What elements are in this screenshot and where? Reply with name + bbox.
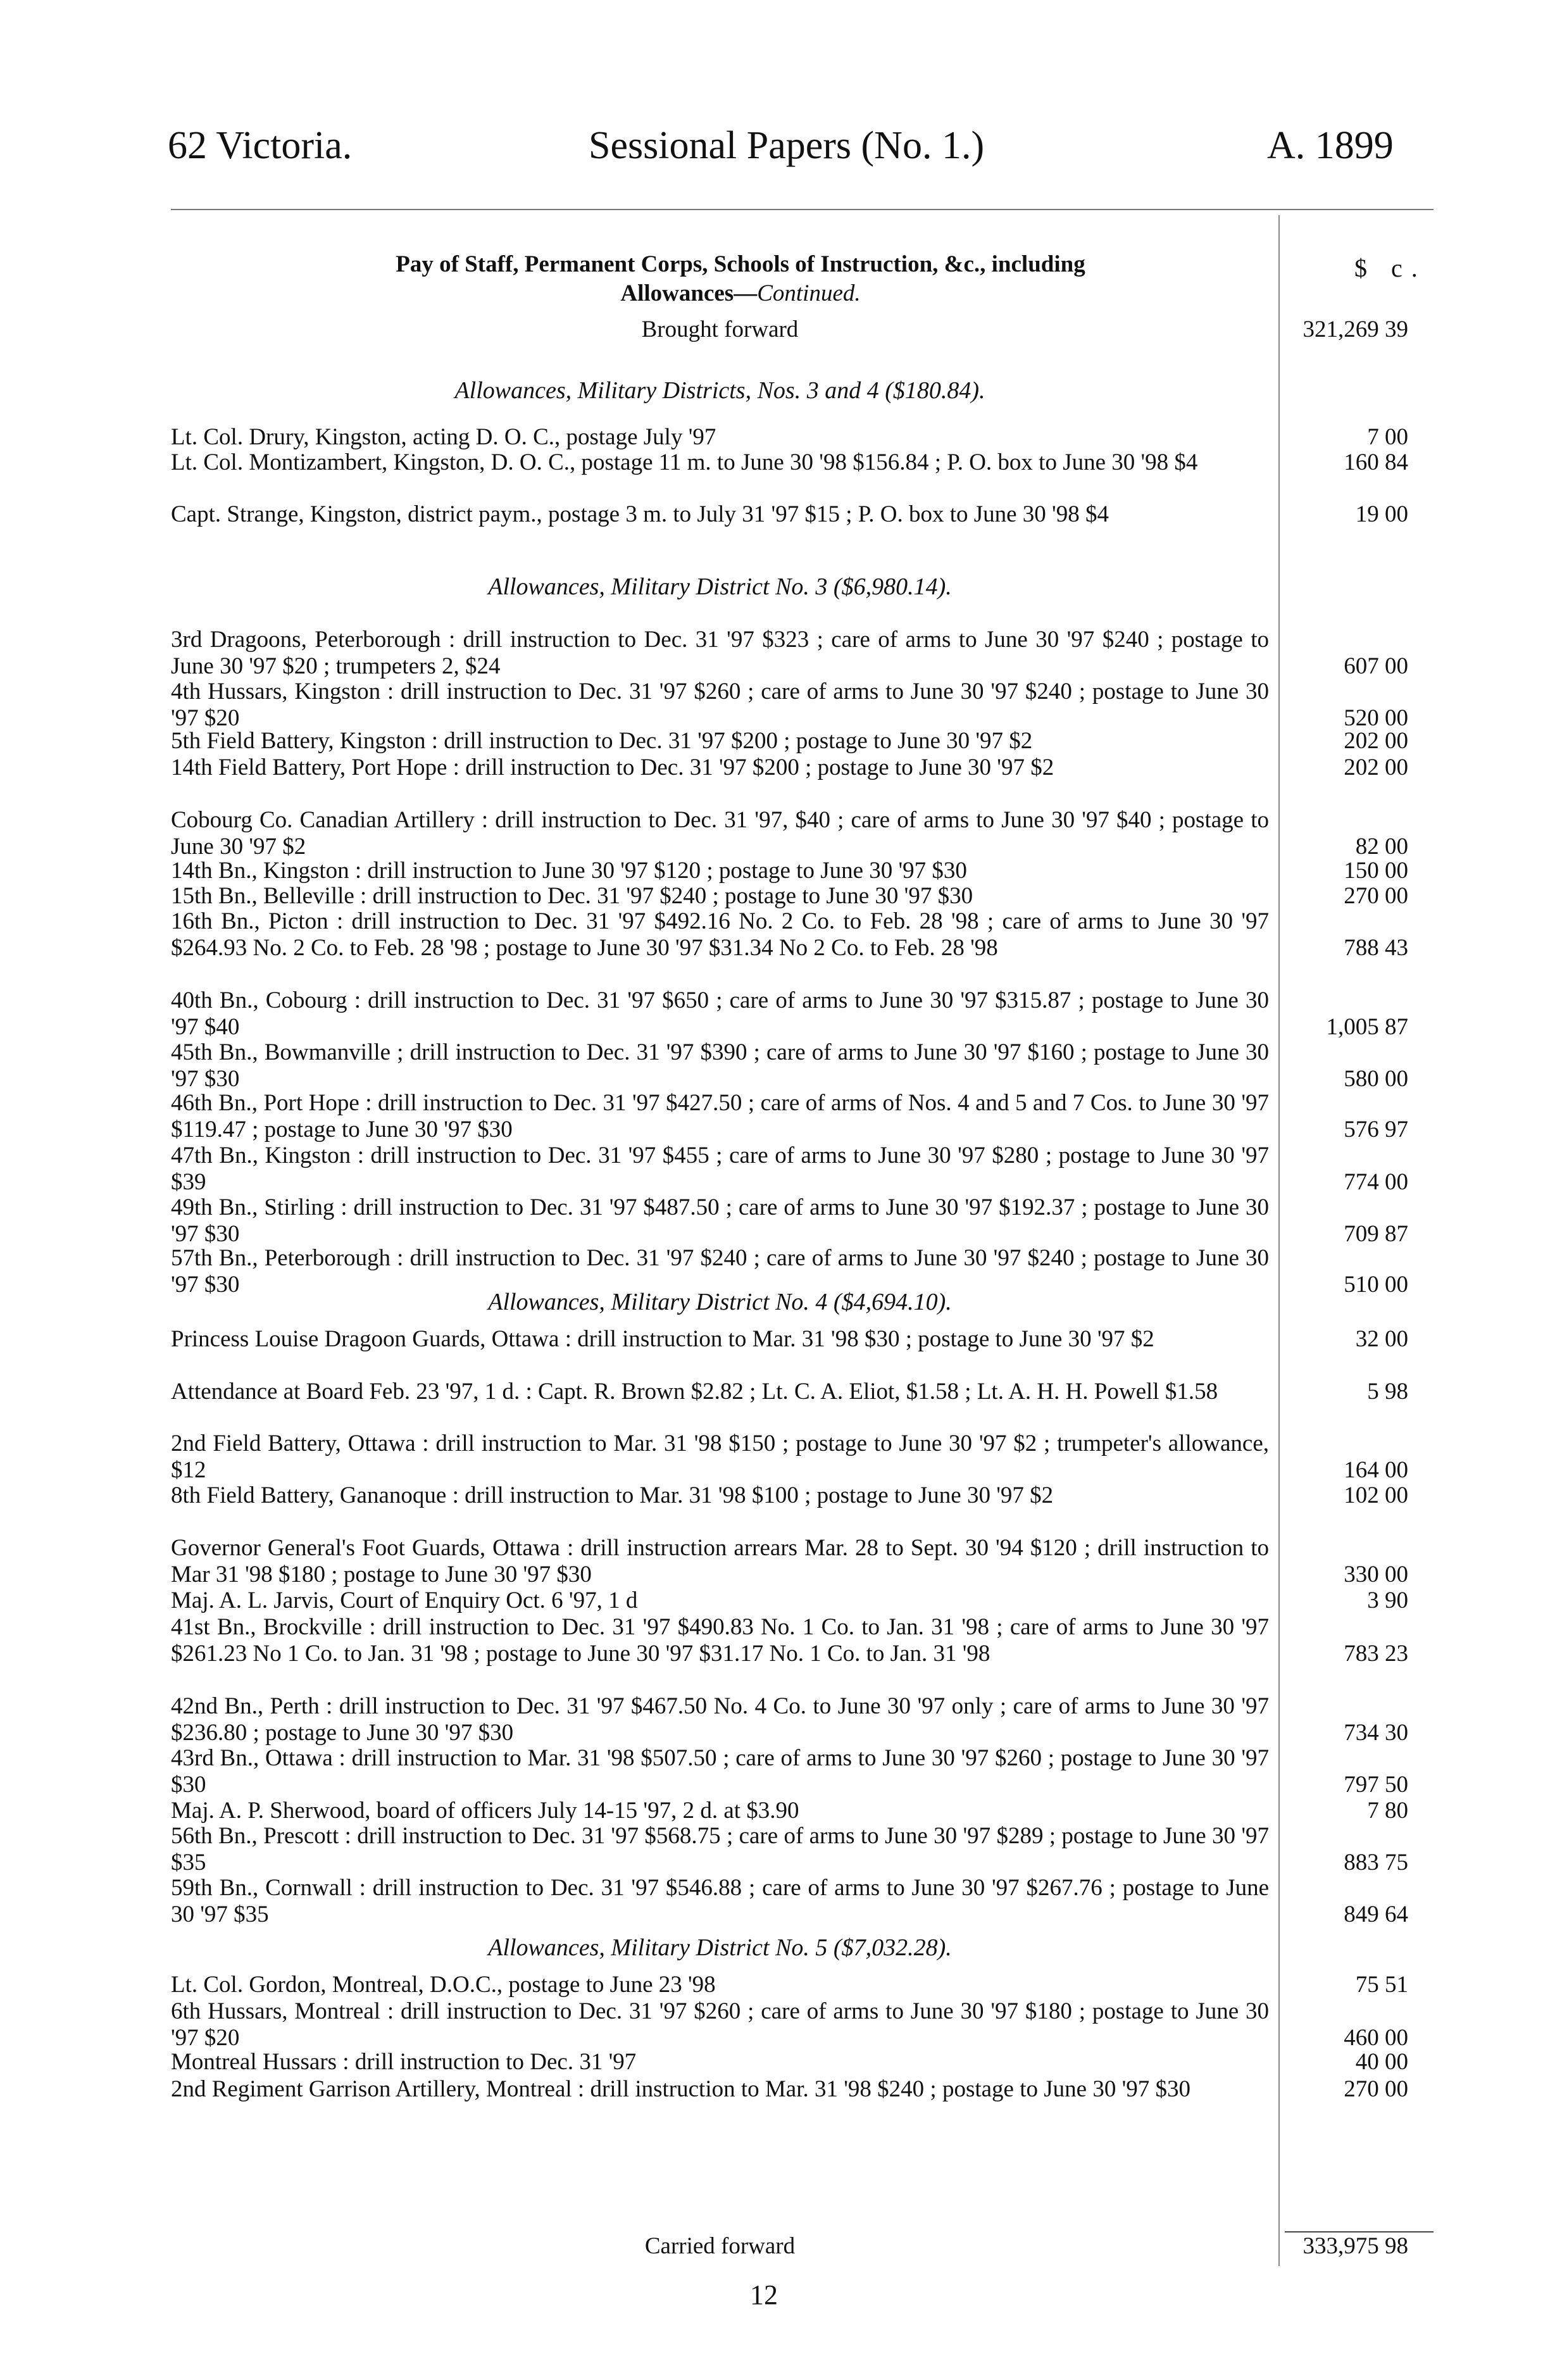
ledger-row (171, 2233, 1434, 2260)
ledger-row-amount: 774 00 (1344, 1169, 1408, 1195)
ledger-row-text: Lt. Col. Drury, Kingston, acting D. O. C., postage July '97 (171, 424, 716, 450)
ledger-row-text: 47th Bn., Kingston : drill instruction to Dec. 31 '97 $455 ; care of arms to June 30 '97 $280 ; postage to June 30 '97 $39 (171, 1143, 1269, 1195)
ledger-row-amount: 7 80 (1367, 1798, 1408, 1824)
total-rule (1285, 2231, 1434, 2233)
section-heading: Allowances, Military District No. 4 ($4,694.10). (488, 1289, 952, 1315)
ledger-row (171, 883, 1434, 910)
ledger-row (171, 1431, 1434, 1484)
ledger-row-amount: 576 97 (1344, 1117, 1408, 1143)
ledger-row-amount: 788 43 (1344, 935, 1408, 961)
ledger-row-text: 5th Field Battery, Kingston : drill instruction to Dec. 31 '97 $200 ; postage to June 30 '97 $2 (171, 728, 1033, 754)
table-title-line2-text: Allowances— (620, 280, 758, 306)
table-title-continued: Continued. (757, 280, 861, 306)
ledger-row (171, 1245, 1434, 1298)
ledger-row (171, 1535, 1434, 1588)
table-title (222, 250, 1259, 308)
ledger-row-amount: 3 90 (1367, 1588, 1408, 1613)
ledger-row (171, 1379, 1434, 1405)
ledger-row (171, 728, 1434, 755)
ledger-row-amount: 1,005 87 (1326, 1014, 1408, 1040)
ledger-row-text: Attendance at Board Feb. 23 '97, 1 d. : Capt. R. Brown $2.82 ; Lt. C. A. Eliot, $1.58 ; Lt. A. H. H. Powell $1.58 (171, 1379, 1218, 1405)
ledger-row-text: 8th Field Battery, Gananoque : drill instruction to Mar. 31 '98 $100 ; postage to June 30 '97 $2 (171, 1482, 1054, 1508)
ledger-row-text: 42nd Bn., Perth : drill instruction to Dec. 31 '97 $467.50 No. 4 Co. to June 30 '97 only ; care of arms to June 30 '97 $236.80 ; postage to June 30 '97 $30 (171, 1693, 1269, 1746)
ledger-row-amount: 520 00 (1344, 705, 1408, 731)
ledger-row (171, 1143, 1434, 1196)
ledger-row-amount: 607 00 (1344, 653, 1408, 679)
page-number: 12 (750, 2279, 778, 2310)
ledger-row-amount: 849 64 (1344, 1901, 1408, 1927)
ledger-row-text: 14th Field Battery, Port Hope : drill instruction to Dec. 31 '97 $200 ; postage to June 30 '97 $2 (171, 755, 1054, 780)
ledger-row-text: Carried forward (644, 2233, 796, 2259)
ledger-row-amount: 734 30 (1344, 1720, 1408, 1746)
ledger-row (171, 449, 1434, 476)
ledger-row-amount: 7 00 (1367, 424, 1408, 450)
ledger-row-amount: 19 00 (1355, 501, 1408, 527)
header-right: A. 1899 (1267, 124, 1394, 167)
ledger-row-text: Cobourg Co. Canadian Artillery : drill instruction to Dec. 31 '97, $40 ; care of arms to June 30 '97 $40 ; postage to June 30 '97 $2 (171, 807, 1269, 860)
ledger-row (171, 424, 1434, 451)
ledger-row-text: 59th Bn., Cornwall : drill instruction to Dec. 31 '97 $546.88 ; care of arms to June 30 '97 $267.76 ; postage to June 30 '97 $35 (171, 1875, 1269, 1927)
ledger-row (171, 1588, 1434, 1614)
ledger-row-text: 2nd Regiment Garrison Artillery, Montreal : drill instruction to Mar. 31 '98 $240 ; postage to June 30 '97 $30 (171, 2076, 1190, 2102)
ledger-row-text: 56th Bn., Prescott : drill instruction to Dec. 31 '97 $568.75 ; care of arms to June 30 '97 $289 ; postage to June 30 '97 $35 (171, 1823, 1269, 1876)
ledger-row (171, 501, 1434, 528)
ledger-row-text: Montreal Hussars : drill instruction to Dec. 31 '97 (171, 2049, 637, 2075)
ledger-row-amount: 783 23 (1344, 1641, 1408, 1667)
ledger-row-amount: 5 98 (1367, 1379, 1408, 1405)
ledger-row-amount: 202 00 (1344, 728, 1408, 754)
ledger-row-text: 4th Hussars, Kingston : drill instruction to Dec. 31 '97 $260 ; care of arms to June 30 '97 $240 ; postage to June 30 '97 $20 (171, 679, 1269, 731)
ledger-row (171, 807, 1434, 860)
ledger-row-amount: 270 00 (1344, 883, 1408, 909)
ledger-row-text: Lt. Col. Montizambert, Kingston, D. O. C., postage 11 m. to June 30 '98 $156.84 ; P. O. box to June 30 '98 $4 (171, 449, 1198, 475)
ledger-row (171, 755, 1434, 781)
ledger-row (171, 627, 1434, 680)
ledger-row (171, 2049, 1434, 2076)
ledger-row-text: 49th Bn., Stirling : drill instruction to Dec. 31 '97 $487.50 ; care of arms to June 30 '97 $192.37 ; postage to June 30 '97 $30 (171, 1194, 1269, 1247)
ledger-row-text: Brought forward (641, 316, 799, 342)
ledger-row-text: 45th Bn., Bowmanville ; drill instruction to Dec. 31 '97 $390 ; care of arms to June 30 '97 $160 ; postage to June 30 '97 $30 (171, 1039, 1269, 1092)
ledger-row-text: 15th Bn., Belleville : drill instruction to Dec. 31 '97 $240 ; postage to June 30 '97 $30 (171, 883, 973, 909)
ledger-row (171, 858, 1434, 884)
ledger-row-text: 43rd Bn., Ottawa : drill instruction to Mar. 31 '98 $507.50 ; care of arms to June 30 '97 $260 ; postage to June 30 '97 $30 (171, 1745, 1269, 1798)
ledger-row-text: Lt. Col. Gordon, Montreal, D.O.C., postage to June 23 '98 (171, 1972, 716, 1998)
ledger-row (171, 1614, 1434, 1667)
header-left: 62 Victoria. (168, 124, 353, 167)
ledger-row-text: 3rd Dragoons, Peterborough : drill instruction to Dec. 31 '97 $323 ; care of arms to June 30 '97 $240 ; postage to June 30 '97 $20 ; trumpeters 2, $24 (171, 627, 1269, 679)
ledger-row (171, 987, 1434, 1041)
ledger-row-text: Maj. A. P. Sherwood, board of officers July 14-15 '97, 2 d. at $3.90 (171, 1798, 799, 1824)
ledger-row-amount: 709 87 (1344, 1221, 1408, 1247)
ledger-row-text: 16th Bn., Picton : drill instruction to Dec. 31 '97 $492.16 No. 2 Co. to Feb. 28 '98 ; care of arms to June 30 '97 $264.93 No. 2 Co. to Feb. 28 '98 ; postage to June 30 '97 $31.34 No 2 Co. to Feb. 28 '98 (171, 908, 1269, 961)
currency-header: $ c. (1354, 254, 1427, 282)
ledger-row (171, 1798, 1434, 1824)
ledger-row (171, 1482, 1434, 1509)
ledger-row-amount: 102 00 (1344, 1482, 1408, 1508)
ledger-row-text: 41st Bn., Brockville : drill instruction to Dec. 31 '97 $490.83 No. 1 Co. to Jan. 31 '98 ; care of arms to June 30 '97 $261.23 No 1 Co. to Jan. 31 '98 ; postage to June 30 '97 $31.17 No. 1 Co. to Jan. 31 '98 (171, 1614, 1269, 1667)
ledger-row-amount: 330 00 (1344, 1562, 1408, 1588)
ledger-row-text: 2nd Field Battery, Ottawa : drill instruction to Mar. 31 '98 $150 ; postage to June 30 '97 $2 ; trumpeter's allowance, $12 (171, 1431, 1269, 1483)
ledger-row-text: Capt. Strange, Kingston, district paym., postage 3 m. to July 31 '97 $15 ; P. O. box to June 30 '98 $4 (171, 501, 1109, 527)
ledger-row-amount: 164 00 (1344, 1457, 1408, 1483)
ledger-row-text: 6th Hussars, Montreal : drill instruction to Dec. 31 '97 $260 ; care of arms to June 30 '97 $180 ; postage to June 30 '97 $20 (171, 1998, 1269, 2051)
ledger-row (171, 2076, 1434, 2103)
ledger-row-text: Governor General's Foot Guards, Ottawa : drill instruction arrears Mar. 28 to Sept. 30 '94 $120 ; drill instruction to Mar 31 '98 $180 ; postage to June 30 '97 $30 (171, 1535, 1269, 1588)
ledger-row-amount: 32 00 (1355, 1326, 1408, 1352)
ledger-row (171, 1090, 1434, 1143)
ledger-row-amount: 510 00 (1344, 1272, 1408, 1298)
ledger-row (171, 1693, 1434, 1746)
ledger-row-amount: 75 51 (1355, 1972, 1408, 1998)
ledger-row-amount: 40 00 (1355, 2049, 1408, 2075)
ledger-row-amount: 460 00 (1344, 2025, 1408, 2051)
ledger-row-amount: 333,975 98 (1302, 2233, 1408, 2259)
ledger-row-amount: 82 00 (1355, 834, 1408, 860)
ledger-row (171, 1194, 1434, 1248)
ledger-row-amount: 321,269 39 (1302, 316, 1408, 342)
ledger-row (171, 1972, 1434, 1998)
ledger-row (171, 679, 1434, 732)
ledger-row (171, 1039, 1434, 1093)
ledger-row-text: 57th Bn., Peterborough : drill instruction to Dec. 31 '97 $240 ; care of arms to June 30 '97 $240 ; postage to June 30 '97 $30 (171, 1245, 1269, 1298)
section-heading: Allowances, Military District No. 5 ($7,032.28). (488, 1934, 952, 1961)
table-title-line2 (222, 279, 1259, 308)
header-rule (171, 209, 1434, 210)
ledger-row-text: 46th Bn., Port Hope : drill instruction to Dec. 31 '97 $427.50 ; care of arms of Nos. 4 and 5 and 7 Cos. to June 30 '97 $119.47 ; postage to June 30 '97 $30 (171, 1090, 1269, 1143)
ledger-row-amount: 883 75 (1344, 1850, 1408, 1876)
ledger-row-amount: 150 00 (1344, 858, 1408, 884)
ledger-row-amount: 160 84 (1344, 449, 1408, 475)
ledger-row-amount: 202 00 (1344, 755, 1408, 780)
section-heading: Allowances, Military District No. 3 ($6,980.14). (488, 573, 952, 600)
ledger-row-amount: 797 50 (1344, 1772, 1408, 1798)
ledger-row-text: Princess Louise Dragoon Guards, Ottawa : drill instruction to Mar. 31 '98 $30 ; postage to June 30 '97 $2 (171, 1326, 1154, 1352)
ledger-row (171, 316, 1434, 343)
ledger-row-text: Maj. A. L. Jarvis, Court of Enquiry Oct. 6 '97, 1 d (171, 1588, 638, 1613)
header-center: Sessional Papers (No. 1.) (589, 124, 985, 167)
ledger-row (171, 1998, 1434, 2051)
ledger-row-text: 40th Bn., Cobourg : drill instruction to Dec. 31 '97 $650 ; care of arms to June 30 '97 $315.87 ; postage to June 30 '97 $40 (171, 987, 1269, 1040)
ledger-row (171, 1326, 1434, 1353)
table-title-line1: Pay of Staff, Permanent Corps, Schools of Instruction, &c., including (396, 251, 1085, 277)
ledger-row-text: 14th Bn., Kingston : drill instruction to June 30 '97 $120 ; postage to June 30 '97 $30 (171, 858, 967, 884)
ledger-row-amount: 270 00 (1344, 2076, 1408, 2102)
ledger-row (171, 1875, 1434, 1928)
ledger-row (171, 1823, 1434, 1876)
ledger-row (171, 1745, 1434, 1798)
ledger-row (171, 908, 1434, 961)
ledger-row-amount: 580 00 (1344, 1066, 1408, 1092)
section-heading: Allowances, Military Districts, Nos. 3 and 4 ($180.84). (454, 377, 985, 404)
